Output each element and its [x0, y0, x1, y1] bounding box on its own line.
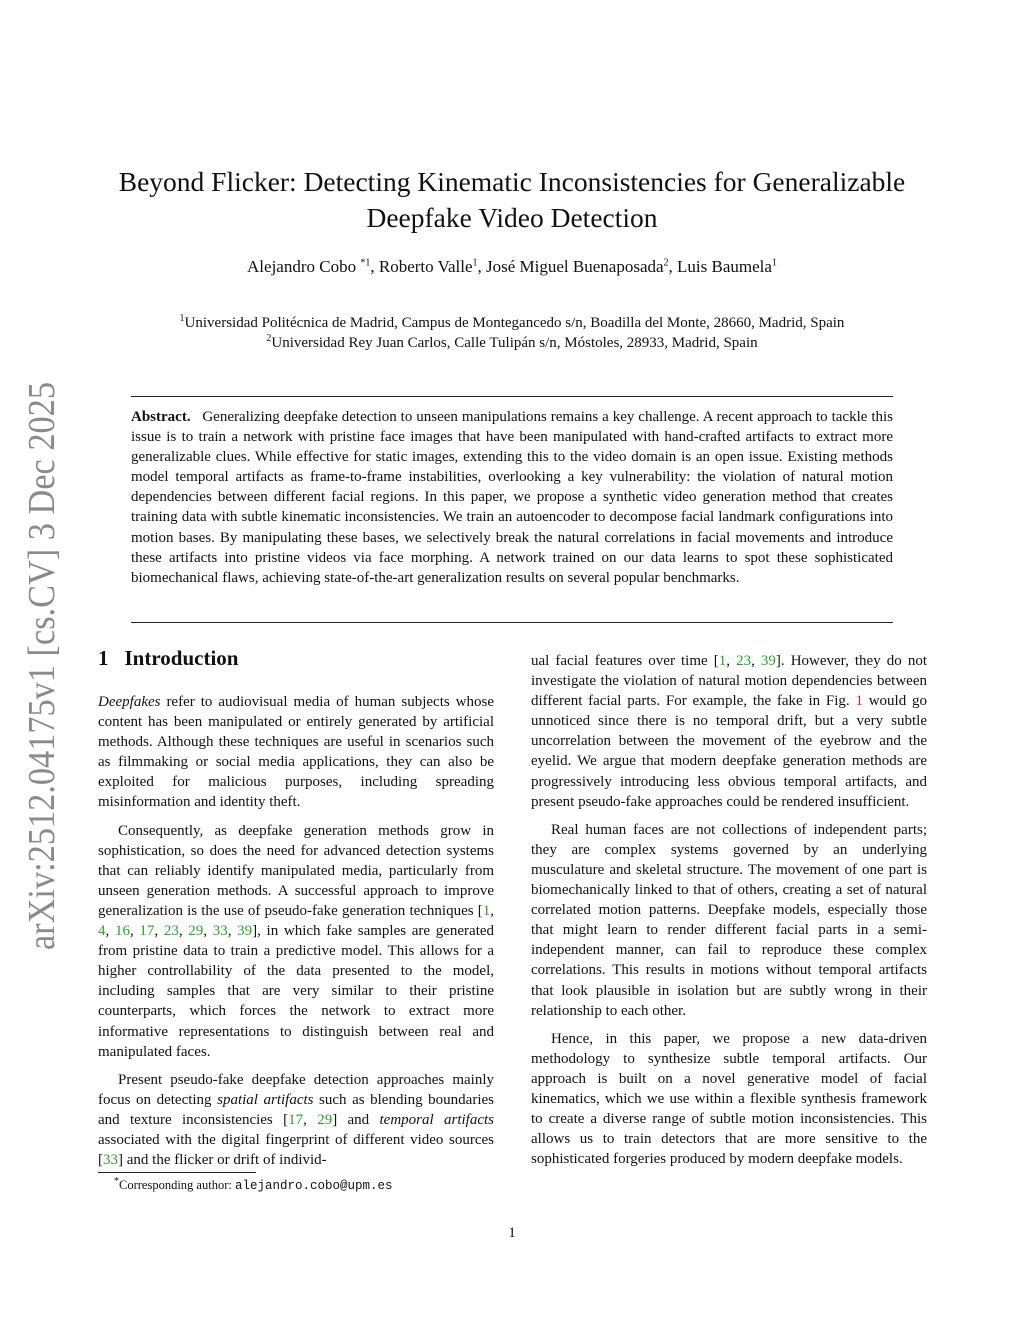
citation-link[interactable]: 17	[139, 923, 155, 940]
term-emphasis: temporal artifacts	[379, 1111, 494, 1128]
author-name: Alejandro Cobo	[247, 257, 357, 276]
paragraph-text: would go unnoticed since there is no temporal drift, but a very subtle uncorrelation between the movement of the eyebrow and the eyelid. We argue that modern deepfake generation methods are progressively introducing less obvious temporal artifacts, and present pseudo-fake approaches could be rendered insufficient.	[531, 693, 927, 810]
paragraph	[98, 692, 494, 813]
page-number: 1	[508, 1225, 516, 1241]
footnote	[114, 1177, 393, 1194]
citation-link[interactable]: 39	[237, 923, 253, 940]
section-heading	[98, 646, 238, 671]
paper-title: Beyond Flicker: Detecting Kinematic Inconsistencies for Generalizable Deepfake Video Detection	[118, 166, 906, 233]
abstract-label: Abstract.	[131, 409, 191, 425]
abstract-bottom-rule	[131, 622, 893, 623]
paragraph: Hence, in this paper, we propose a new data-driven methodology to synthesize subtle temporal artifacts. Our approach is built on a novel generative model of facial kinematics, which we use within a flexible synthesis framework to create a diverse range of subtle motion inconsistencies. This allows us to train detectors that are more sensitive to the sophisticated forgeries produced by modern deepfake models.	[531, 1030, 927, 1168]
paragraph-text: refer to audiovisual media of human subjects whose content has been manipulated or entirely generated by artificial methods. Although these techniques are useful in scenarios such as filmmaking or social media applications, they can also be exploited for malicious purposes, including spreading misinformation and identity theft.	[98, 694, 494, 811]
affiliation-mark: 1	[179, 313, 185, 324]
paragraph-text: ], in which fake samples are generated from pristine data to train a predictive model. This allows for a higher controllability of the data presented to the model, including samples that are very similar to their pristine counterparts, which forces the network to extract more informative representations to distinguish between real and manipulated faces.	[98, 923, 495, 1060]
author-list: Alejandro Cobo $^{*1}$, Roberto Valle$^1$, José Miguel Buenaposada$^2$, Luis Baumela$^1$	[247, 257, 777, 276]
arxiv-identifier-stamp	[20, 380, 64, 950]
author-name: José Miguel Buenaposada	[486, 257, 664, 276]
section-title: Introduction	[124, 646, 239, 670]
paragraph: Present pseudo-fake deepfake detection approaches mainly focus on detecting spatial artifacts such as blending boundaries and texture inconsistencies [17, 29] and temporal artifacts associated with the digital fingerprint of different video sources [33] and the flicker or drift of individ-	[98, 1071, 494, 1169]
paragraph-text: Consequently, as deepfake generation methods grow in sophistication, so does the need for advanced detection systems that can reliably identify manipulated media, particularly from unseen generation methods. A successful approach to improve generalization is the use of pseudo-fake generation techniques [	[98, 822, 494, 919]
paragraph: Consequently, as deepfake generation methods grow in sophistication, so does the need for advanced detection systems that can reliably identify manipulated media, particularly from unseen generation methods. A successful approach to improve generalization is the use of pseudo-fake generation techniques [1, 4, 16, 17, 23, 29, 33, 39], in which fake samples are generated from pristine data to train a predictive model. This allows for a higher controllability of the data presented to the model, including samples that are very similar to their pristine counterparts, which forces the network to extract more informative representations to distinguish between real and manipulated faces.	[98, 822, 495, 1060]
citation-link[interactable]: 29	[188, 923, 204, 940]
author-name: Roberto Valle	[378, 257, 473, 276]
paragraph: Real human faces are not collections of independent parts; they are complex systems governed by an underlying musculature and skeletal structure. The movement of one part is biomechanically linked to that of others, creating a set of natural correlated motion patterns. Deepfake models, especially those that might learn to render different facial parts in a semi-independent manner, can fail to reproduce these complex correlations. This results in motions without temporal artifacts that look plausible in isolation but are subtly wrong in their relationship to each other.	[531, 821, 927, 1019]
affiliations	[90, 313, 934, 353]
paragraph: ual facial features over time [1, 23, 39]. However, they do not investigate the violation of natural motion dependencies between different facial parts. For example, the fake in Fig. 1 would go unnoticed since there is no temporal drift, but a very subtle uncorrelation between the movement of the eyebrow and the eyelid. We argue that modern deepfake generation methods are progressively introducing less obvious temporal artifacts, and present pseudo-fake approaches could be rendered insufficient.	[531, 653, 928, 810]
citation-link[interactable]: 16	[114, 923, 130, 940]
figure-reference-link[interactable]: 1	[855, 693, 863, 710]
author-affiliation-mark: *1	[360, 257, 371, 269]
author-affiliation-mark: 2	[663, 257, 669, 269]
term-emphasis: spatial artifacts	[217, 1091, 314, 1108]
citation-link[interactable]: 1	[718, 653, 727, 669]
paragraph-text: ] and	[332, 1111, 380, 1128]
footnote-label: Corresponding author:	[119, 1178, 235, 1192]
abstract-top-rule	[131, 396, 893, 397]
paragraph-text: ] and the flicker or drift of individ-	[118, 1152, 327, 1169]
citation-link[interactable]: 23	[163, 923, 179, 940]
abstract	[131, 407, 893, 588]
abstract-text: Generalizing deepfake detection to unseen manipulations remains a key challenge. A recent approach to tackle this issue is to train a network with pristine face images that have been manipulated with hand-crafted artifacts to extract more generalizable clues. While effective for static images, extending this to the video domain is an open issue. Existing methods model temporal artifacts as frame-to-frame instabilities, overlooking a key vulnerability: the violation of natural motion dependencies between different facial regions. In this paper, we propose a synthetic video generation method that creates training data with subtle kinematic inconsistencies. We train an autoencoder to decompose facial landmark configurations into motion bases. By manipulating these bases, we selectively break the natural correlations in facial movements and introduce these artifacts into pristine videos via face morphing. A network trained on our data learns to spot these sophisticated biomechanical flaws, achieving state-of-the-art generalization results on several popular benchmarks.	[131, 409, 893, 586]
paragraph-text: Present pseudo-fake deepfake detection approaches mainly focus on detecting	[98, 1071, 494, 1108]
citation-link[interactable]: 33	[103, 1152, 118, 1169]
citation-link[interactable]: 33	[212, 923, 228, 940]
section-number: 1	[98, 646, 109, 670]
citation-link[interactable]: 23	[736, 653, 752, 669]
affiliation-line	[90, 313, 934, 333]
term-emphasis: Deepfakes	[98, 694, 161, 710]
right-column	[531, 651, 927, 1177]
paragraph-text: associated with the digital fingerprint of different video sources [	[98, 1131, 494, 1169]
arxiv-identifier-text: arXiv:2512.04175v1 [cs.CV] 3 Dec 2025	[21, 380, 63, 950]
author-email[interactable]: alejandro.cobo@upm.es	[234, 1179, 393, 1193]
paragraph-text: ]. However, they do not investigate the violation of natural motion dependencies between different facial parts. For example, the fake in Fig.	[531, 653, 928, 710]
paragraph-text: ual facial features over time [	[531, 653, 719, 669]
affiliation-text: Universidad Rey Juan Carlos, Calle Tulipán s/n, Móstoles, 28933, Madrid, Spain	[271, 335, 758, 351]
footnote-mark: *	[114, 1175, 119, 1187]
left-column	[98, 692, 494, 1178]
affiliation-text: Universidad Politécnica de Madrid, Campus de Montegancedo s/n, Boadilla del Monte, 28660, Madrid, Spain	[184, 315, 845, 331]
citation-link[interactable]: 4	[98, 923, 106, 940]
citation-link[interactable]: 39	[760, 653, 776, 669]
affiliation-line	[90, 333, 934, 353]
paragraph-text: such as blending boundaries and texture inconsistencies [	[98, 1091, 494, 1128]
author-affiliation-mark: 1	[472, 257, 478, 269]
citation-link[interactable]: 29	[317, 1111, 333, 1128]
footnote-rule	[98, 1172, 256, 1173]
affiliation-mark: 2	[266, 333, 272, 344]
citation-link[interactable]: 1	[482, 902, 491, 919]
author-name: Luis Baumela	[677, 257, 772, 276]
author-affiliation-mark: 1	[771, 257, 777, 269]
citation-link[interactable]: 17	[288, 1111, 304, 1128]
